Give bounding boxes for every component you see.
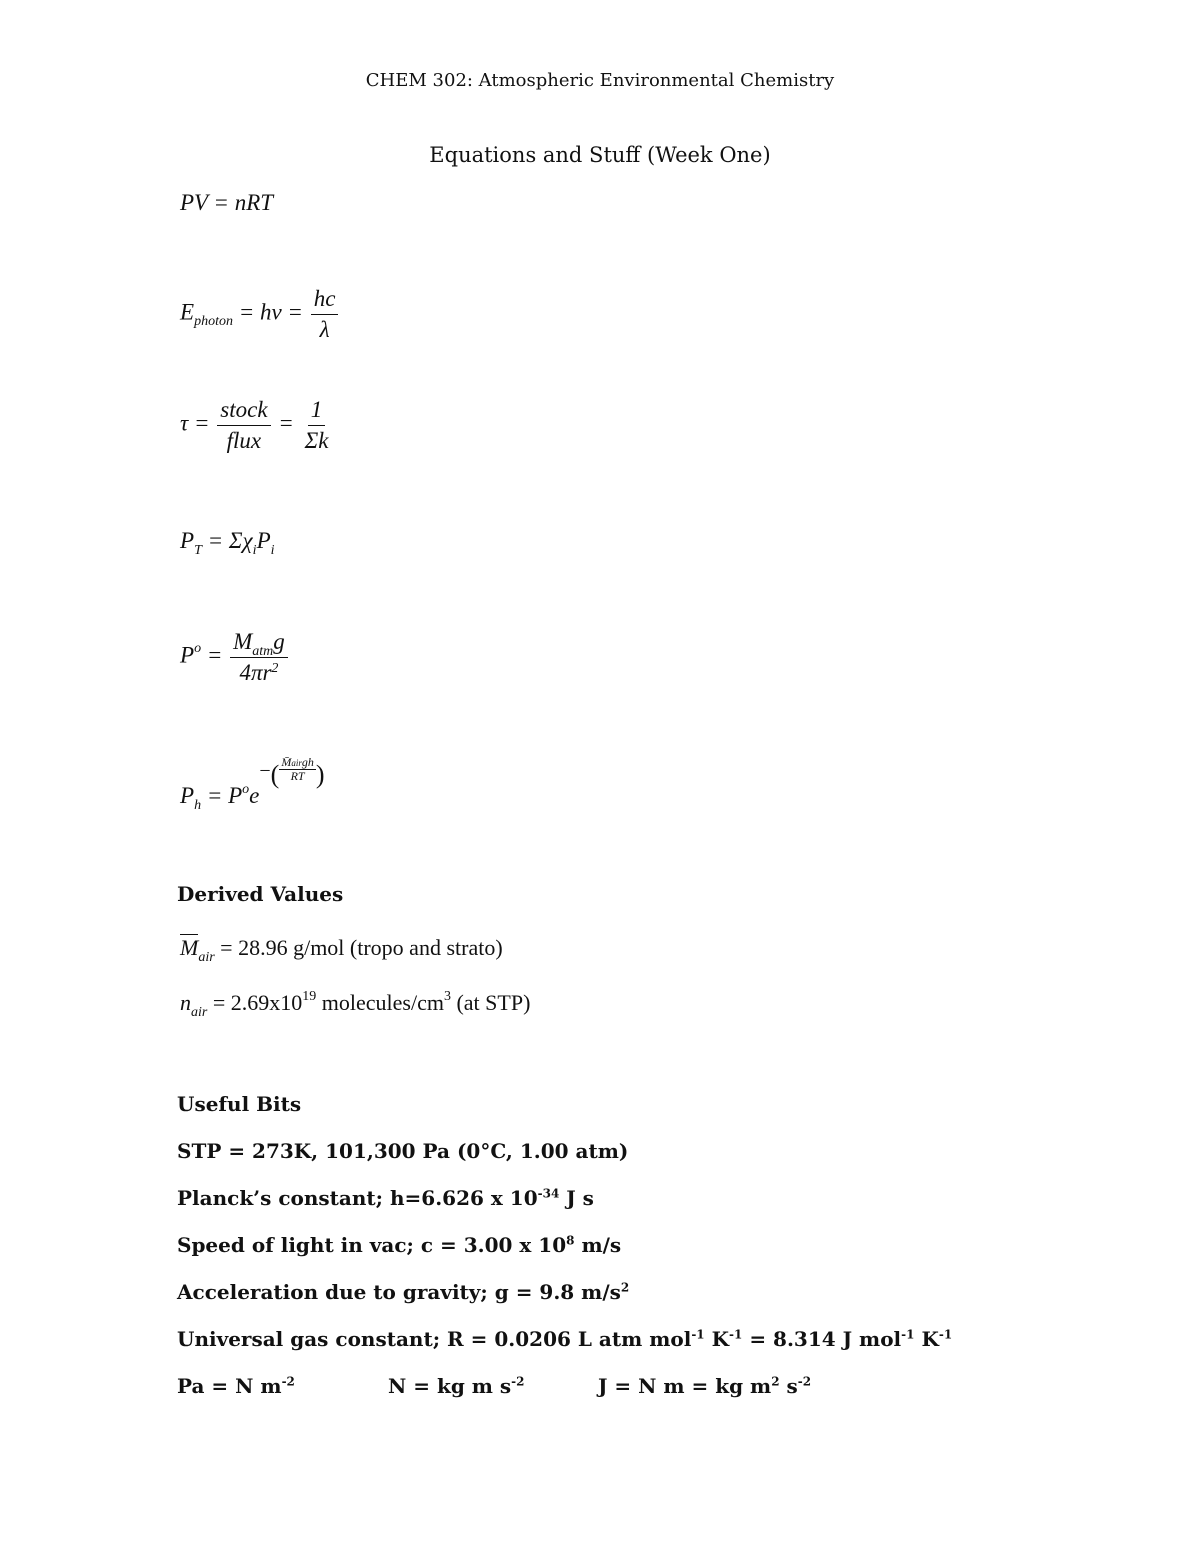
derived-values-heading: Derived Values <box>177 882 344 906</box>
gravity-text-a: Acceleration due to gravity; g = 9.8 m/s <box>177 1280 621 1304</box>
gas-sup3: -1 <box>901 1327 915 1342</box>
planck-line <box>177 1186 594 1210</box>
barometric-exp-num-sub: air <box>291 758 302 768</box>
photon-energy-lhs: E <box>180 299 195 325</box>
gravity-sup: 2 <box>620 1280 630 1295</box>
barometric-paren-open: ( <box>270 760 280 789</box>
barometric-exp-den: RT <box>290 769 305 784</box>
photon-energy-num: hc <box>311 285 339 315</box>
surface-pressure-den-sup: 2 <box>271 660 279 676</box>
gas-sup2: -1 <box>729 1327 743 1342</box>
barometric-exponent-fraction <box>279 756 316 783</box>
surface-pressure-fraction <box>230 628 288 686</box>
photon-energy-fraction <box>311 285 339 343</box>
light-line <box>177 1233 621 1257</box>
surface-pressure-num-tail: g <box>273 629 285 654</box>
residence-time-num1: stock <box>217 396 270 426</box>
gas-text-a: Universal gas constant; R = 0.0206 L atm mol <box>177 1327 692 1351</box>
joule-unit <box>598 1374 811 1398</box>
barometric-exp-num: M̄ <box>281 755 292 769</box>
newton-sup: -2 <box>511 1374 525 1389</box>
dalton-equation <box>180 528 275 558</box>
useful-bits-heading: Useful Bits <box>177 1092 302 1116</box>
n-air-line <box>180 989 531 1020</box>
barometric-lhs-sub: h <box>194 798 202 813</box>
barometric-equation <box>180 755 325 813</box>
surface-pressure-num: M <box>233 629 253 654</box>
planck-text-a: Planck’s constant; h=6.626 x 10 <box>177 1186 538 1210</box>
newton-unit <box>388 1374 525 1398</box>
newton-text: N = kg m s <box>388 1374 512 1398</box>
joule-sup2: -2 <box>797 1374 812 1389</box>
gas-sup4: -1 <box>938 1327 953 1342</box>
residence-time-den2: Σk <box>304 427 329 453</box>
light-sup: 8 <box>566 1233 575 1248</box>
barometric-e: e <box>249 783 260 808</box>
n-air-text-b: molecules/cm <box>316 990 444 1015</box>
joule-sup1: 2 <box>771 1374 780 1389</box>
dalton-lhs-sub: T <box>194 543 202 558</box>
pa-sup: -2 <box>281 1374 295 1389</box>
residence-time-den1: flux <box>226 427 262 453</box>
photon-energy-lhs-sub: photon <box>194 314 233 330</box>
dalton-tail-sub: i <box>270 543 275 558</box>
barometric-rhs-sup: o <box>242 782 250 797</box>
course-header: CHEM 302: Atmospheric Environmental Chemistry <box>365 70 835 91</box>
surface-pressure-den-wrap <box>236 658 281 687</box>
residence-time-equation <box>180 396 333 454</box>
gas-text-c: = 8.314 J mol <box>742 1327 902 1351</box>
n-air-symbol: n <box>180 990 191 1015</box>
planck-sup: -34 <box>537 1186 560 1201</box>
n-air-text-c: (at STP) <box>450 990 531 1015</box>
m-air-text: = 28.96 g/mol (tropo and strato) <box>220 935 503 960</box>
n-air-sup: 19 <box>302 989 317 1004</box>
pa-unit <box>177 1374 295 1398</box>
surface-pressure-equation <box>180 628 290 686</box>
residence-time-fraction-2 <box>302 396 332 454</box>
light-text-b: m/s <box>574 1233 622 1257</box>
surface-pressure-lhs: P <box>180 642 195 668</box>
m-air-line <box>180 935 503 965</box>
residence-time-num2: 1 <box>308 396 326 426</box>
light-text-a: Speed of light in vac; c = 3.00 x 10 <box>177 1233 567 1257</box>
ideal-gas-equation <box>180 190 273 216</box>
photon-energy-equation <box>180 285 340 343</box>
dalton-rhs: = Σχ <box>207 528 253 553</box>
barometric-rhs: = P <box>206 783 243 808</box>
gas-constant-line <box>177 1327 952 1351</box>
residence-time-lhs: τ = <box>180 410 210 436</box>
photon-energy-den: λ <box>319 316 330 342</box>
ideal-gas-text: PV = nRT <box>180 190 274 215</box>
dalton-rhs-sub: i <box>252 543 257 558</box>
joule-text-b: s <box>779 1374 798 1398</box>
planck-text-b: J s <box>559 1186 594 1210</box>
n-air-sup2: 3 <box>443 989 451 1004</box>
barometric-exp-num-wrap <box>279 756 316 770</box>
gravity-line <box>177 1280 629 1304</box>
barometric-lhs: P <box>180 783 195 808</box>
pa-text: Pa = N m <box>177 1374 282 1398</box>
barometric-paren-close: ) <box>315 760 325 789</box>
photon-energy-mid: = hν = <box>238 299 303 325</box>
gas-text-d: K <box>914 1327 939 1351</box>
n-air-text-a: = 2.69x10 <box>212 990 303 1015</box>
dalton-tail: P <box>256 528 271 553</box>
m-air-sub: air <box>198 950 215 965</box>
surface-pressure-eq: = <box>206 642 223 668</box>
surface-pressure-num-sub: atm <box>252 644 274 659</box>
dalton-lhs: P <box>180 528 195 553</box>
gas-sup1: -1 <box>691 1327 705 1342</box>
barometric-minus: − <box>259 760 271 782</box>
surface-pressure-num-wrap <box>230 628 288 658</box>
surface-pressure-den: 4πr <box>239 659 272 685</box>
page-title: Equations and Stuff (Week One) <box>429 143 771 167</box>
stp-line: STP = 273K, 101,300 Pa (0°C, 1.00 atm) <box>177 1139 629 1163</box>
residence-time-fraction-1 <box>217 396 270 454</box>
gas-text-b: K <box>704 1327 730 1351</box>
residence-time-eq: = <box>278 410 294 436</box>
barometric-exp-num-tail: gh <box>301 755 314 769</box>
joule-text-a: J = N m = kg m <box>598 1374 772 1398</box>
n-air-sub: air <box>191 1005 208 1020</box>
surface-pressure-lhs-sup: o <box>194 641 202 657</box>
m-air-symbol: M <box>180 935 199 960</box>
